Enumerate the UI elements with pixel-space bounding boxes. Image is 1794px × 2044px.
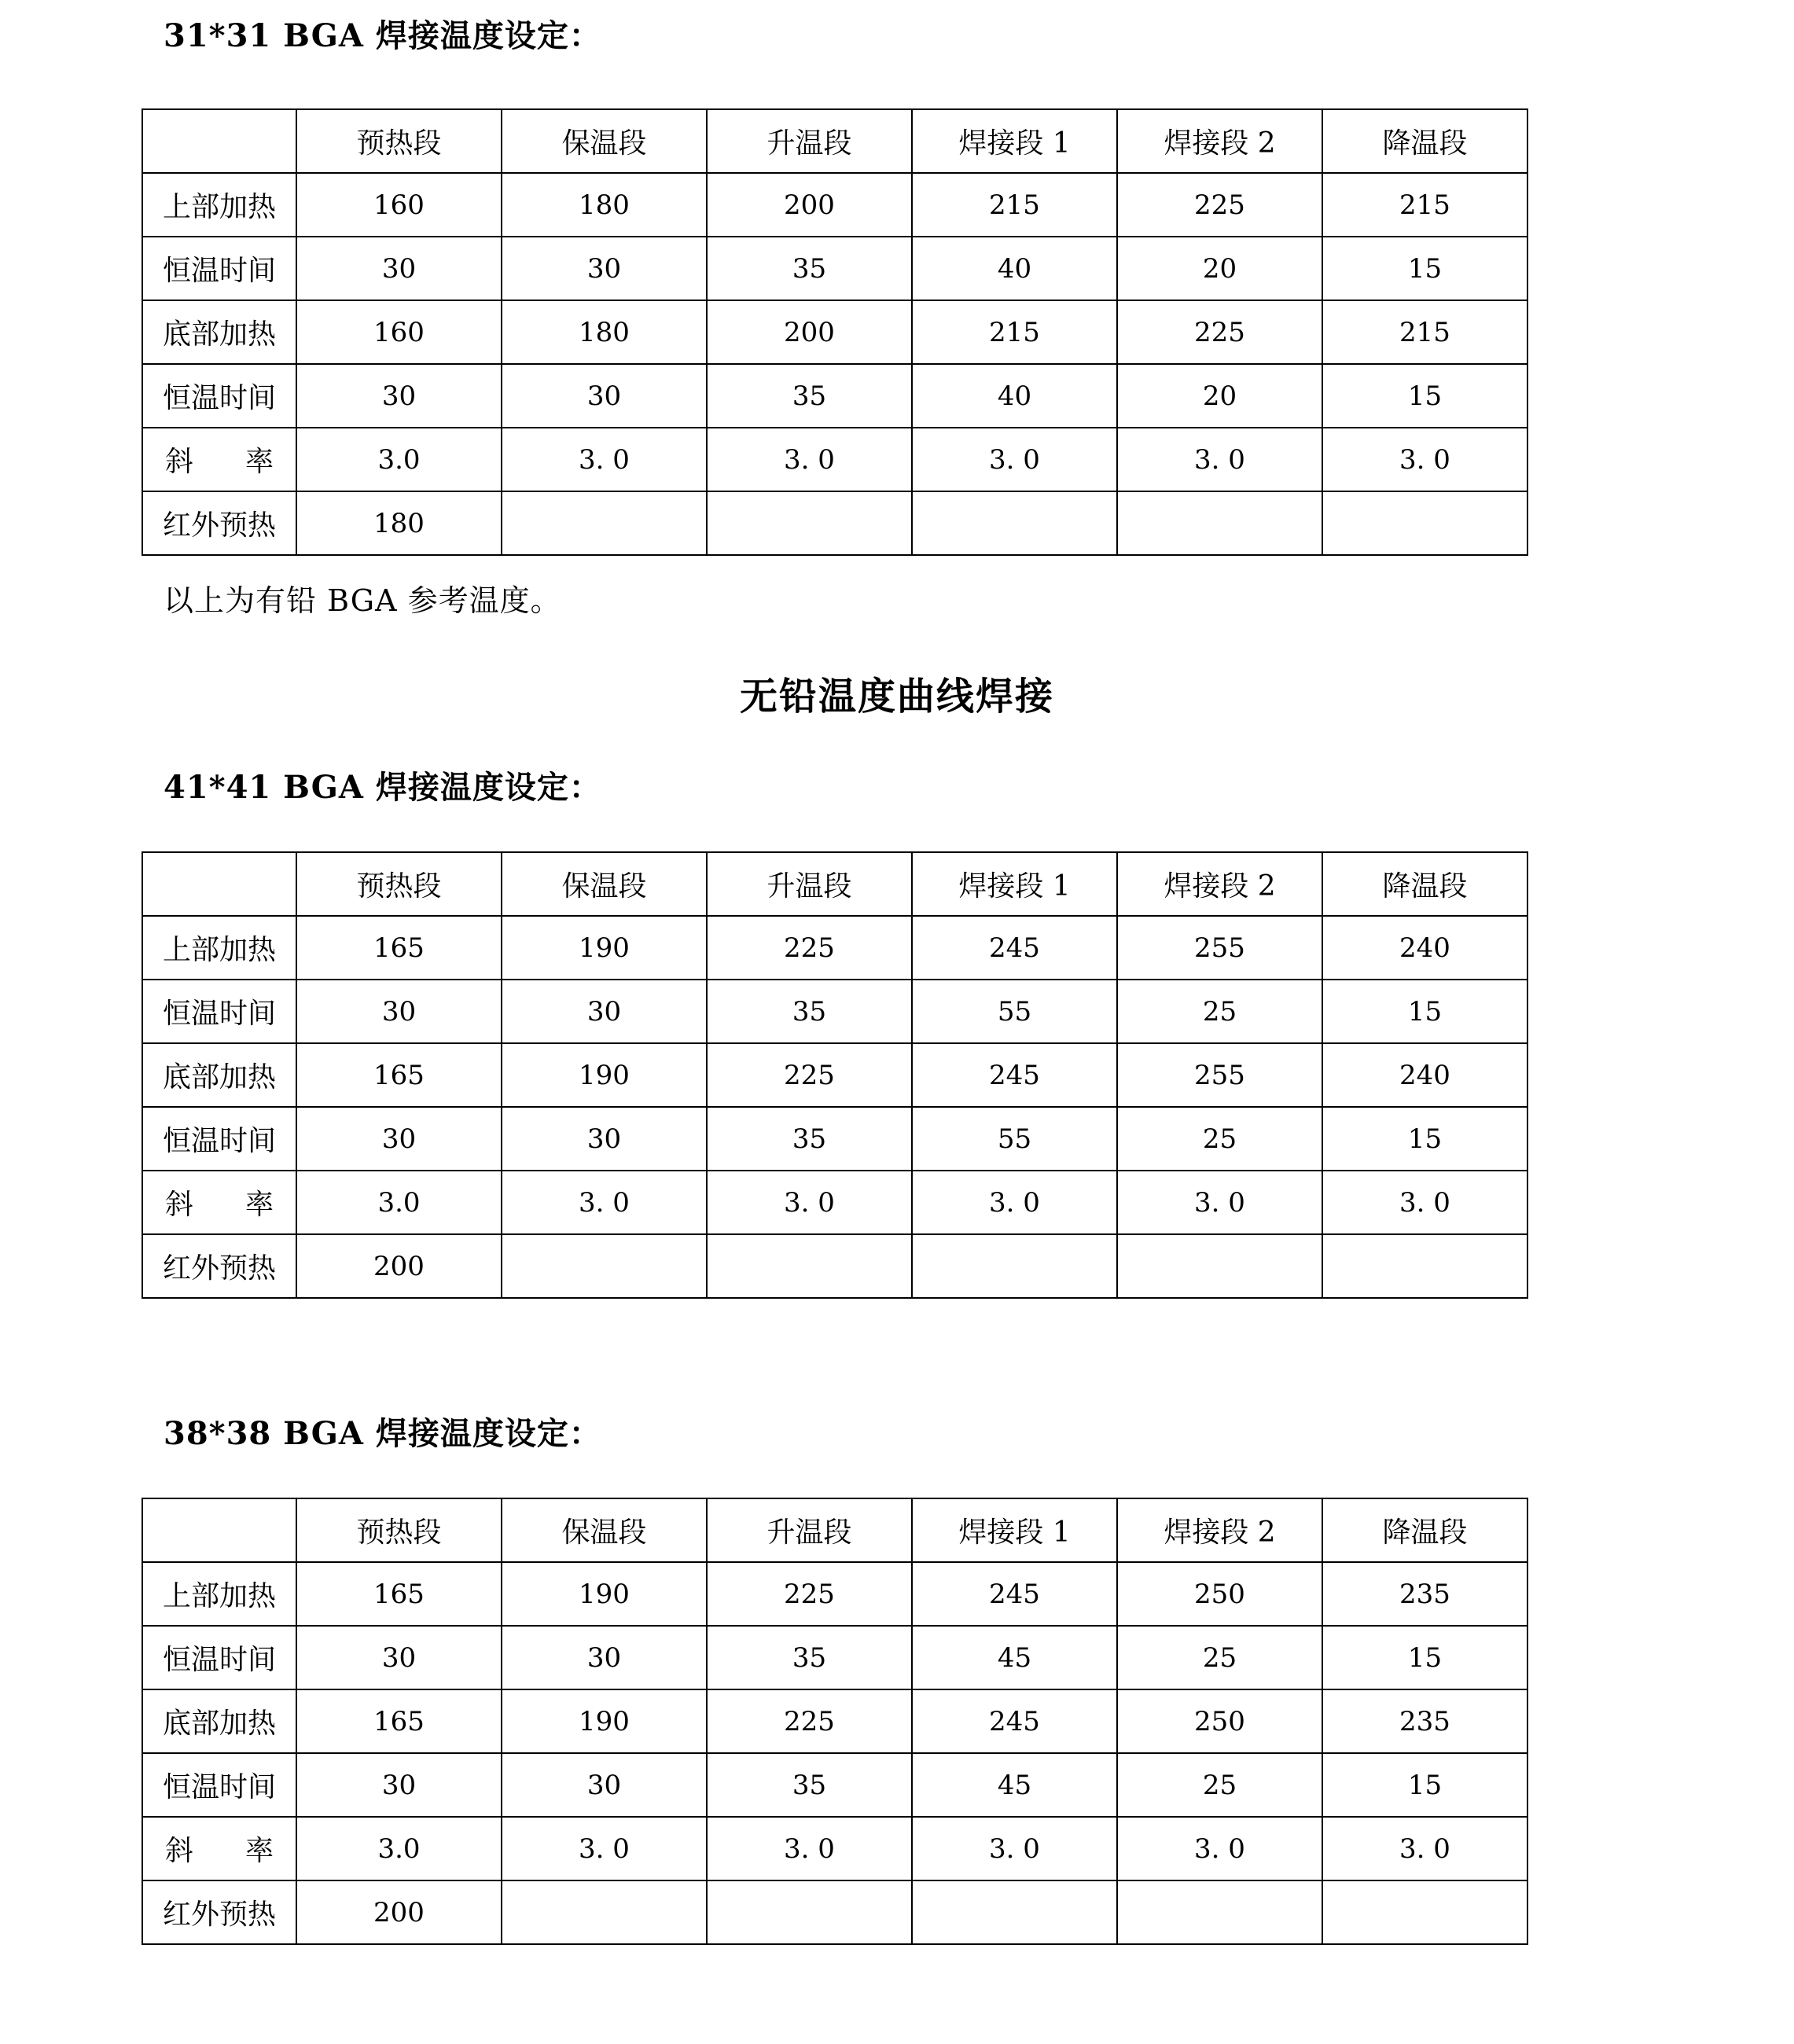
cell-value: 3. 0 [1117, 1171, 1322, 1234]
cell-value: 200 [296, 1234, 502, 1298]
cell-value: 25 [1117, 1107, 1322, 1171]
row-label-slope-part-a: 斜 [164, 446, 193, 478]
table-row [142, 916, 1527, 980]
cell-value: 3.0 [296, 1171, 502, 1234]
cell-value [1322, 1234, 1527, 1298]
table-row [142, 1234, 1527, 1298]
table-row [142, 980, 1527, 1043]
cell-value: 30 [296, 237, 502, 300]
cell-value: 215 [912, 173, 1117, 237]
cell-value: 3. 0 [707, 1171, 912, 1234]
row-label-slope [142, 1817, 296, 1880]
row-label-infrared-preheat: 红外预热 [142, 1234, 296, 1298]
cell-value: 45 [912, 1753, 1117, 1817]
row-label-slope-part-b: 率 [245, 1835, 274, 1867]
table-row [142, 428, 1527, 491]
cell-value: 35 [707, 980, 912, 1043]
row-label-slope-part-a: 斜 [164, 1189, 193, 1221]
column-header-preheat: 预热段 [296, 109, 502, 173]
cell-value: 225 [707, 1689, 912, 1753]
table-row [142, 1562, 1527, 1626]
cell-value: 190 [502, 1562, 707, 1626]
cell-value: 30 [502, 1626, 707, 1689]
column-header-soak: 保温段 [502, 852, 707, 916]
lead-free-section-title: 无铅温度曲线焊接 [739, 675, 1054, 719]
cell-value: 40 [912, 237, 1117, 300]
cell-value: 3. 0 [502, 428, 707, 491]
cell-value [912, 1880, 1117, 1944]
cell-value [912, 1234, 1117, 1298]
cell-value: 35 [707, 1107, 912, 1171]
cell-value [502, 491, 707, 555]
row-label-hold-time: 恒温时间 [142, 1626, 296, 1689]
section-heading-31x31: 31*31 BGA 焊接温度设定： [164, 17, 601, 54]
cell-value: 225 [1117, 173, 1322, 237]
cell-value: 40 [912, 364, 1117, 428]
table-row [142, 1626, 1527, 1689]
row-label-bottom-heat: 底部加热 [142, 1043, 296, 1107]
cell-value: 35 [707, 364, 912, 428]
cell-value: 30 [296, 1626, 502, 1689]
cell-value: 180 [502, 300, 707, 364]
cell-value: 15 [1322, 1753, 1527, 1817]
cell-value: 180 [502, 173, 707, 237]
temperature-table-41x41 [142, 851, 1528, 1299]
cell-value: 15 [1322, 980, 1527, 1043]
cell-value [1117, 1880, 1322, 1944]
table-row [142, 173, 1527, 237]
cell-value: 225 [1117, 300, 1322, 364]
cell-value: 3. 0 [912, 1171, 1117, 1234]
row-label-slope-part-a: 斜 [164, 1835, 193, 1867]
cell-value: 245 [912, 1562, 1117, 1626]
table-row [142, 237, 1527, 300]
column-header-soak: 保温段 [502, 109, 707, 173]
cell-value: 3. 0 [1322, 428, 1527, 491]
cell-value: 30 [502, 1107, 707, 1171]
cell-value: 35 [707, 1626, 912, 1689]
row-label-hold-time: 恒温时间 [142, 237, 296, 300]
column-header-reflow-1: 焊接段 1 [912, 852, 1117, 916]
cell-value [1117, 1234, 1322, 1298]
cell-value: 3. 0 [707, 1817, 912, 1880]
column-header-ramp: 升温段 [707, 109, 912, 173]
cell-value: 30 [502, 364, 707, 428]
table-row [142, 1689, 1527, 1753]
row-label-top-heat: 上部加热 [142, 173, 296, 237]
cell-value: 200 [707, 300, 912, 364]
cell-value: 20 [1117, 364, 1322, 428]
cell-value: 30 [296, 1753, 502, 1817]
cell-value: 190 [502, 1043, 707, 1107]
cell-value [707, 491, 912, 555]
section-heading-38x38: 38*38 BGA 焊接温度设定： [164, 1415, 601, 1452]
cell-value: 165 [296, 1043, 502, 1107]
cell-value: 30 [502, 1753, 707, 1817]
column-header-ramp: 升温段 [707, 1498, 912, 1562]
cell-value: 30 [296, 1107, 502, 1171]
cell-value: 30 [296, 364, 502, 428]
cell-value [1322, 491, 1527, 555]
cell-value [707, 1880, 912, 1944]
row-label-hold-time: 恒温时间 [142, 364, 296, 428]
table-header-row [142, 109, 1527, 173]
cell-value: 160 [296, 173, 502, 237]
row-label-slope [142, 428, 296, 491]
cell-value: 30 [502, 237, 707, 300]
column-header-soak: 保温段 [502, 1498, 707, 1562]
cell-value: 25 [1117, 980, 1322, 1043]
cell-value [912, 491, 1117, 555]
cell-value: 3.0 [296, 428, 502, 491]
cell-value: 180 [296, 491, 502, 555]
table-header-row [142, 852, 1527, 916]
cell-value: 3. 0 [707, 428, 912, 491]
column-header-reflow-1: 焊接段 1 [912, 1498, 1117, 1562]
cell-value: 245 [912, 1043, 1117, 1107]
table-corner-cell [142, 109, 296, 173]
column-header-cooling: 降温段 [1322, 1498, 1527, 1562]
cell-value: 3. 0 [1117, 1817, 1322, 1880]
cell-value [502, 1880, 707, 1944]
table-row [142, 1753, 1527, 1817]
row-label-top-heat: 上部加热 [142, 1562, 296, 1626]
table-row [142, 300, 1527, 364]
table-row [142, 1043, 1527, 1107]
row-label-top-heat: 上部加热 [142, 916, 296, 980]
cell-value: 55 [912, 980, 1117, 1043]
cell-value: 3. 0 [912, 1817, 1117, 1880]
row-label-slope-part-b: 率 [245, 446, 274, 478]
cell-value: 165 [296, 916, 502, 980]
row-label-slope [142, 1171, 296, 1234]
row-label-bottom-heat: 底部加热 [142, 1689, 296, 1753]
cell-value: 190 [502, 1689, 707, 1753]
cell-value: 35 [707, 1753, 912, 1817]
section-heading-41x41: 41*41 BGA 焊接温度设定： [164, 769, 601, 806]
cell-value: 3. 0 [1117, 428, 1322, 491]
cell-value: 165 [296, 1562, 502, 1626]
cell-value: 240 [1322, 1043, 1527, 1107]
cell-value: 30 [502, 980, 707, 1043]
column-header-cooling: 降温段 [1322, 852, 1527, 916]
column-header-reflow-2: 焊接段 2 [1117, 1498, 1322, 1562]
cell-value: 3. 0 [1322, 1817, 1527, 1880]
cell-value: 245 [912, 916, 1117, 980]
cell-value: 190 [502, 916, 707, 980]
cell-value: 35 [707, 237, 912, 300]
table-row [142, 491, 1527, 555]
leaded-reference-note: 以上为有铅 BGA 参考温度。 [164, 583, 561, 618]
cell-value: 255 [1117, 916, 1322, 980]
row-label-bottom-heat: 底部加热 [142, 300, 296, 364]
cell-value: 45 [912, 1626, 1117, 1689]
row-label-hold-time: 恒温时间 [142, 1753, 296, 1817]
cell-value: 215 [1322, 173, 1527, 237]
cell-value: 250 [1117, 1562, 1322, 1626]
cell-value [502, 1234, 707, 1298]
cell-value: 165 [296, 1689, 502, 1753]
cell-value: 235 [1322, 1562, 1527, 1626]
cell-value: 250 [1117, 1689, 1322, 1753]
cell-value: 225 [707, 1562, 912, 1626]
table-row [142, 1880, 1527, 1944]
cell-value: 200 [296, 1880, 502, 1944]
cell-value [1117, 491, 1322, 555]
cell-value: 240 [1322, 916, 1527, 980]
table-row [142, 1107, 1527, 1171]
cell-value: 25 [1117, 1753, 1322, 1817]
table-header-row [142, 1498, 1527, 1562]
temperature-table-38x38 [142, 1498, 1528, 1945]
cell-value [707, 1234, 912, 1298]
cell-value: 225 [707, 916, 912, 980]
cell-value: 215 [1322, 300, 1527, 364]
cell-value: 30 [296, 980, 502, 1043]
cell-value: 3.0 [296, 1817, 502, 1880]
cell-value: 20 [1117, 237, 1322, 300]
cell-value: 215 [912, 300, 1117, 364]
column-header-ramp: 升温段 [707, 852, 912, 916]
column-header-cooling: 降温段 [1322, 109, 1527, 173]
table-row [142, 1171, 1527, 1234]
cell-value: 160 [296, 300, 502, 364]
cell-value: 15 [1322, 1626, 1527, 1689]
cell-value: 225 [707, 1043, 912, 1107]
cell-value: 15 [1322, 364, 1527, 428]
cell-value: 3. 0 [1322, 1171, 1527, 1234]
cell-value: 245 [912, 1689, 1117, 1753]
row-label-infrared-preheat: 红外预热 [142, 491, 296, 555]
cell-value: 255 [1117, 1043, 1322, 1107]
cell-value: 200 [707, 173, 912, 237]
table-corner-cell [142, 852, 296, 916]
row-label-slope-part-b: 率 [245, 1189, 274, 1221]
row-label-infrared-preheat: 红外预热 [142, 1880, 296, 1944]
temperature-table-31x31 [142, 108, 1528, 556]
cell-value: 235 [1322, 1689, 1527, 1753]
table-row [142, 1817, 1527, 1880]
cell-value: 3. 0 [502, 1817, 707, 1880]
table-corner-cell [142, 1498, 296, 1562]
row-label-hold-time: 恒温时间 [142, 1107, 296, 1171]
column-header-reflow-2: 焊接段 2 [1117, 852, 1322, 916]
column-header-reflow-2: 焊接段 2 [1117, 109, 1322, 173]
column-header-reflow-1: 焊接段 1 [912, 109, 1117, 173]
cell-value: 25 [1117, 1626, 1322, 1689]
cell-value: 15 [1322, 237, 1527, 300]
cell-value: 3. 0 [502, 1171, 707, 1234]
column-header-preheat: 预热段 [296, 1498, 502, 1562]
cell-value [1322, 1880, 1527, 1944]
cell-value: 3. 0 [912, 428, 1117, 491]
row-label-hold-time: 恒温时间 [142, 980, 296, 1043]
cell-value: 55 [912, 1107, 1117, 1171]
column-header-preheat: 预热段 [296, 852, 502, 916]
table-row [142, 364, 1527, 428]
cell-value: 15 [1322, 1107, 1527, 1171]
